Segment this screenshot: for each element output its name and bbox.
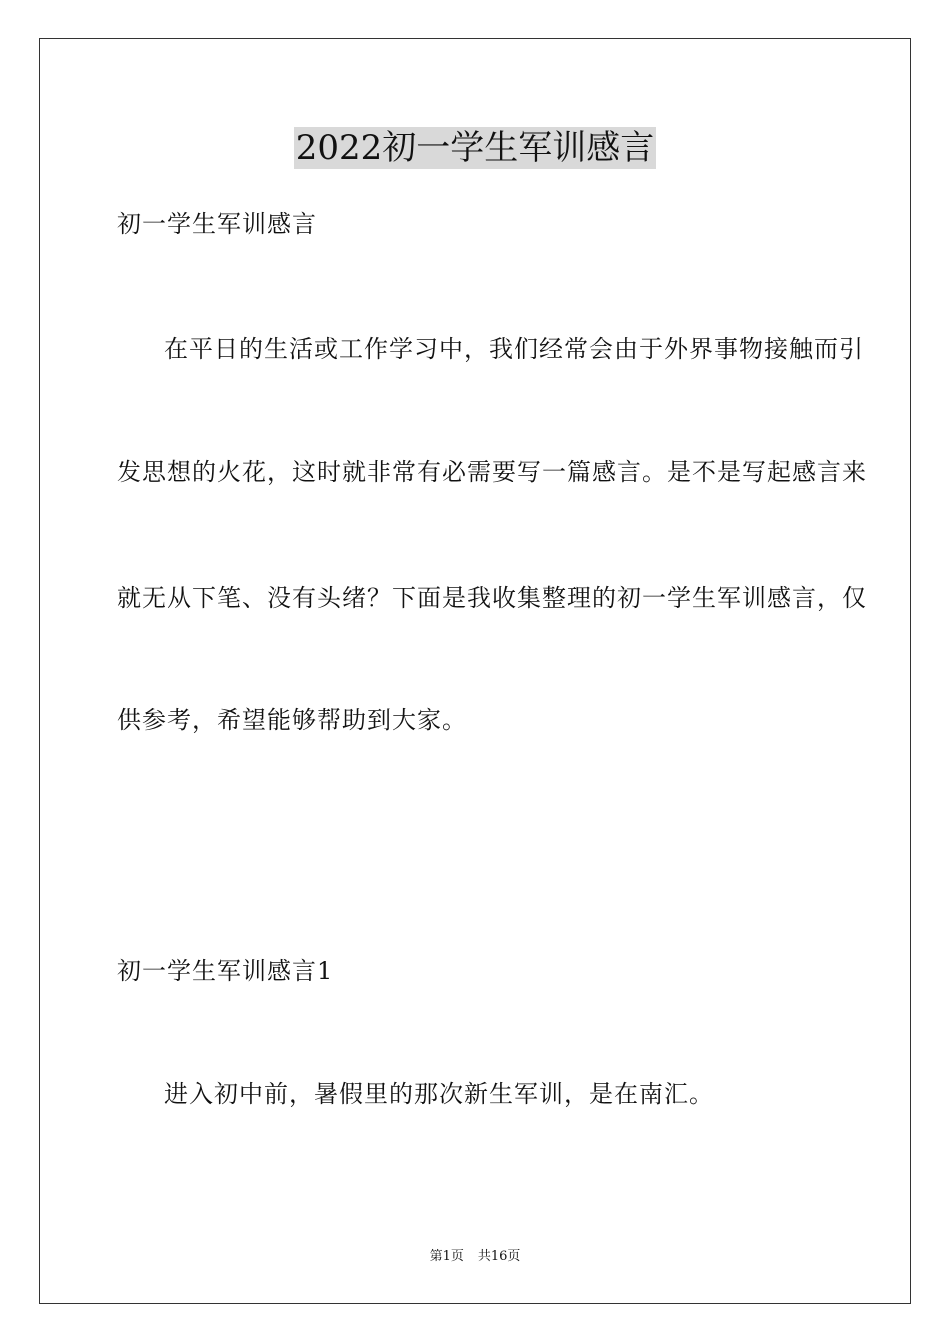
section-heading: 初一学生军训感言1 bbox=[117, 957, 334, 985]
document-title: 2022初一学生军训感言 bbox=[295, 128, 655, 168]
section-heading: 初一学生军训感言 bbox=[117, 210, 317, 238]
page-total: 共16页 bbox=[477, 1249, 521, 1264]
title-block bbox=[0, 127, 950, 169]
page-footer bbox=[0, 1249, 950, 1265]
paragraph-line: 在平日的生活或工作学习中，我们经常会由于外界事物接触而引 bbox=[164, 335, 864, 363]
paragraph-line: 进入初中前，暑假里的那次新生军训，是在南汇。 bbox=[164, 1080, 714, 1108]
paragraph-line: 就无从下笔、没有头绪？下面是我收集整理的初一学生军训感言，仅 bbox=[117, 584, 867, 612]
paragraph-line: 发思想的火花，这时就非常有必需要写一篇感言。是不是写起感言来 bbox=[117, 458, 867, 486]
paragraph-line: 供参考，希望能够帮助到大家。 bbox=[117, 706, 467, 734]
page-number: 第1页 bbox=[429, 1249, 464, 1264]
